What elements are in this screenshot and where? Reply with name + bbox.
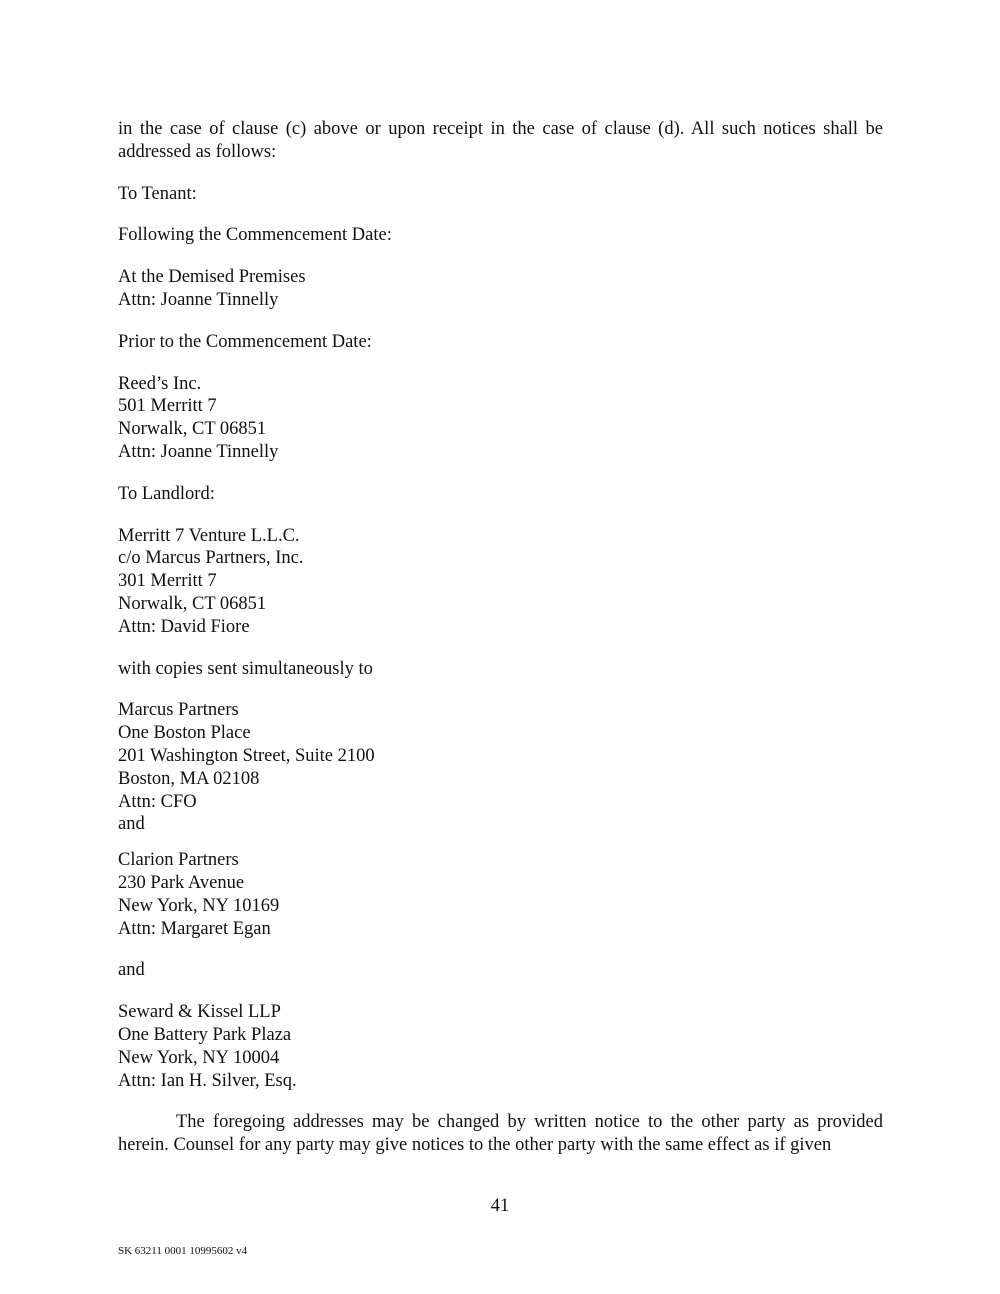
address-line: New York, NY 10169	[118, 895, 280, 916]
document-body	[118, 118, 883, 1176]
tenant-prior-address	[118, 373, 883, 464]
address-line: 230 Park Avenue	[118, 872, 245, 893]
page-number: 41	[490, 1196, 510, 1216]
address-line: Norwalk, CT 06851	[118, 593, 267, 614]
address-line: One Boston Place	[118, 723, 251, 744]
address-line: Reed’s Inc.	[118, 373, 202, 394]
address-line: Attn: Margaret Egan	[118, 918, 271, 939]
address-line: At the Demised Premises	[118, 267, 306, 288]
document-id: SK 63211 0001 10995602 v4	[118, 1245, 248, 1257]
following-commencement-label: Following the Commencement Date:	[118, 225, 392, 246]
address-line: c/o Marcus Partners, Inc.	[118, 548, 304, 569]
landlord-address	[118, 525, 883, 639]
and-label: and	[118, 960, 145, 981]
address-line: and	[118, 814, 145, 835]
address-line: Clarion Partners	[118, 850, 239, 871]
address-line: Attn: Ian H. Silver, Esq.	[118, 1070, 297, 1091]
tenant-following-address	[118, 266, 883, 312]
address-line: 201 Washington Street, Suite 2100	[118, 745, 375, 766]
address-line: One Battery Park Plaza	[118, 1024, 292, 1045]
to-landlord-label: To Landlord:	[118, 483, 215, 504]
opening-paragraph: in the case of clause (c) above or upon receipt in the case of clause (d). All such notices shall be addressed as follows:	[118, 119, 883, 162]
address-line: 501 Merritt 7	[118, 396, 217, 417]
address-line: Attn: CFO	[118, 791, 197, 812]
closing-paragraph: The foregoing addresses may be changed by written notice to the other party as provided herein. Counsel for any party may give notices to the other party with the same effect as if given	[118, 1112, 883, 1156]
copy-seward-address	[118, 1001, 883, 1092]
prior-commencement-label: Prior to the Commencement Date:	[118, 331, 372, 352]
to-tenant-label: To Tenant:	[118, 183, 197, 204]
address-line: Boston, MA 02108	[118, 768, 260, 789]
copy-marcus-address	[118, 699, 883, 836]
address-line: Norwalk, CT 06851	[118, 419, 267, 440]
copy-clarion-address	[118, 849, 883, 940]
address-line: Attn: David Fiore	[118, 616, 250, 637]
copies-label: with copies sent simultaneously to	[118, 658, 373, 679]
address-line: Attn: Joanne Tinnelly	[118, 289, 279, 310]
address-line: 301 Merritt 7	[118, 571, 217, 592]
address-line: Merritt 7 Venture L.L.C.	[118, 525, 300, 546]
address-line: Marcus Partners	[118, 700, 239, 721]
address-line: Attn: Joanne Tinnelly	[118, 441, 279, 462]
address-line: Seward & Kissel LLP	[118, 1002, 281, 1023]
address-line: New York, NY 10004	[118, 1047, 280, 1068]
